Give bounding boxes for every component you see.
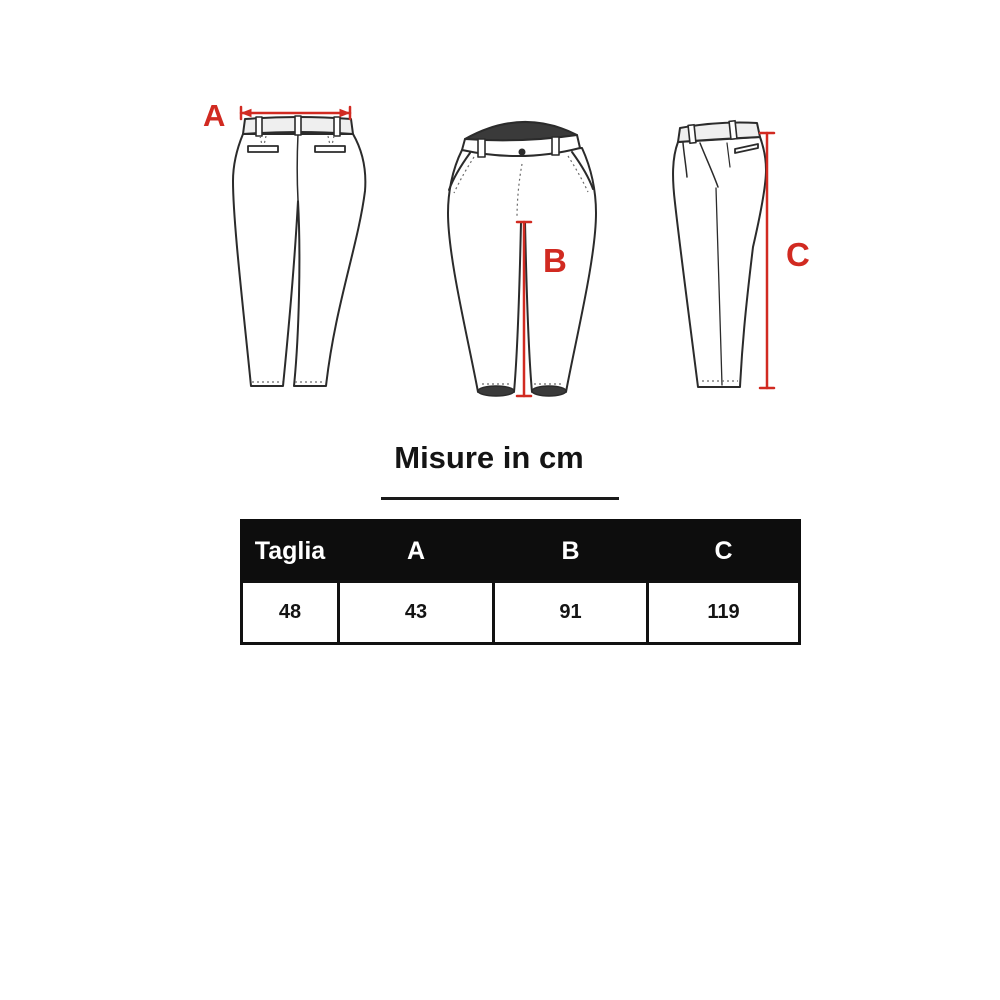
measure-label-a: A bbox=[203, 98, 226, 133]
hem-opening-shadow bbox=[532, 386, 566, 396]
header-b: B bbox=[494, 521, 648, 582]
size-table bbox=[240, 519, 801, 645]
belt-loop bbox=[729, 121, 737, 140]
pants-back-outline bbox=[233, 116, 365, 386]
page-title: Misure in cm bbox=[394, 440, 584, 475]
header-c: C bbox=[648, 521, 800, 582]
back-welt-pocket bbox=[248, 146, 278, 152]
header-a: A bbox=[339, 521, 494, 582]
header-taglia: Taglia bbox=[242, 521, 339, 582]
back-welt-pocket bbox=[315, 146, 345, 152]
pants-front-outline bbox=[448, 122, 596, 396]
pants-back-view-diagram bbox=[198, 96, 378, 406]
belt-loop bbox=[552, 137, 559, 155]
belt-loop bbox=[688, 125, 696, 144]
belt-loop bbox=[334, 117, 340, 136]
pants-front-view-diagram bbox=[438, 108, 608, 408]
pants-side-outline bbox=[673, 121, 766, 387]
measure-label-b: B bbox=[543, 242, 567, 279]
belt-loop bbox=[295, 116, 301, 135]
cell-c-value: 119 bbox=[648, 582, 800, 644]
cell-a-value: 43 bbox=[339, 582, 494, 644]
belt-loop bbox=[478, 139, 485, 157]
measure-label-c: C bbox=[786, 236, 810, 273]
cell-b-value: 91 bbox=[494, 582, 648, 644]
hem-opening-shadow bbox=[478, 386, 514, 396]
waist-button bbox=[519, 149, 526, 156]
belt-loop bbox=[256, 117, 262, 136]
cell-taglia-value: 48 bbox=[242, 582, 339, 644]
size-table-data-row bbox=[242, 582, 800, 644]
back-center-seam bbox=[297, 134, 298, 200]
size-table-header-row bbox=[242, 521, 800, 582]
title-underline bbox=[381, 497, 619, 500]
pants-side-view-diagram bbox=[658, 108, 788, 403]
